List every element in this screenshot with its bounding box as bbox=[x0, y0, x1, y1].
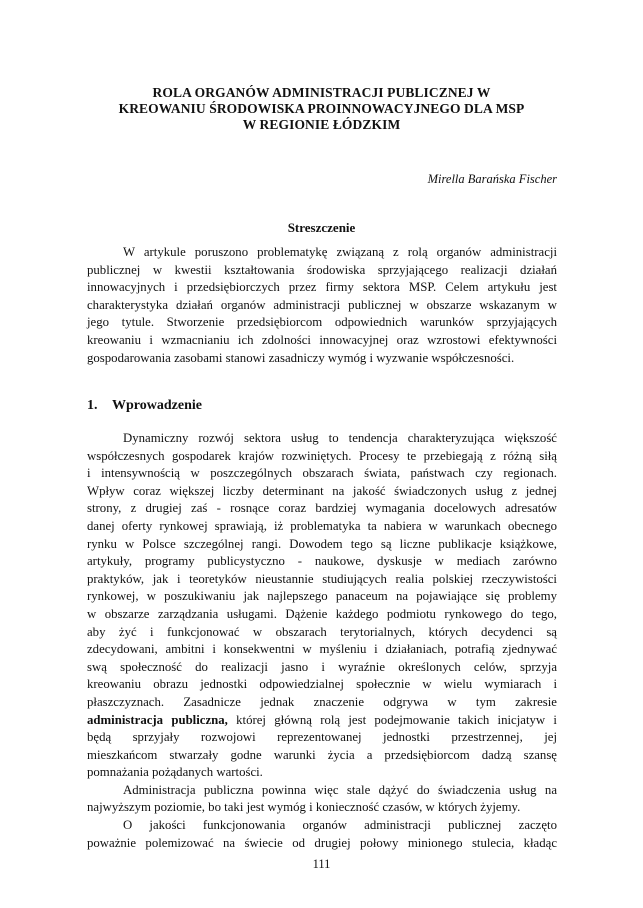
page-number: 111 bbox=[312, 857, 331, 871]
abstract-heading: Streszczenie bbox=[287, 220, 356, 235]
text-line: kreowaniu obrazu jednostki odpowiedzialnej społecznie w wielu wymiarach i bbox=[87, 677, 557, 692]
body-paragraph bbox=[87, 430, 557, 852]
text-line: artykuły, programy publicystyczno - naukowe, dyskusje w mediach zarówno bbox=[87, 554, 557, 569]
section-number: 1. bbox=[87, 398, 98, 413]
text-line: mieszkańcom stwarzały godne warunki życia a przedsiębiorcom dadzą szansę bbox=[87, 747, 557, 762]
bold-term: administracja publiczna, bbox=[87, 712, 228, 727]
text-line: kreowaniu i wzmacnianiu ich zdolności innowacyjnej oraz wzrostowi efektywności bbox=[87, 332, 557, 347]
text-line: w obszarze zarządzania usługami. Dążenie każdego podmiotu rynkowego do tego, bbox=[87, 606, 557, 621]
text-line: Wpływ coraz większej liczby determinant na jakość świadczonych usług z jednej bbox=[87, 483, 557, 498]
text-line: publicznej w kwestii kształtowania środowiska sprzyjającego realizacji działań bbox=[87, 262, 557, 277]
text-line: będą sprzyjały rozwojowi reprezentowanej jednostki przestrzennej, jej bbox=[87, 730, 557, 745]
section-heading bbox=[87, 398, 202, 414]
abstract-paragraph bbox=[87, 244, 557, 367]
text-line: charakterystyka działań organów administracji publicznej w obszarze wskazanym w bbox=[87, 297, 557, 312]
author-name: Mirella Barańska Fischer bbox=[427, 172, 557, 186]
text-line: aby żyć i funkcjonować w obszarach terytorialnych, których decydenci są bbox=[87, 624, 557, 639]
text-line: jego tytule. Stworzenie przedsiębiorcom odpowiednich warunków sprzyjających bbox=[87, 315, 557, 330]
text-line: i intensywnością w poszczególnych obszarach świata, państwach czy regionach. bbox=[87, 466, 557, 481]
section-title: Wprowadzenie bbox=[112, 398, 202, 413]
text-line: pomnażania pożądanych wartości. bbox=[87, 765, 263, 780]
text-line: płaszczyznach. Zasadnicze jednak znaczenie odgrywa w tym zakresie bbox=[87, 694, 557, 709]
text-line: rynku w Polsce szczególnej rangi. Dowodem tego są liczne publikacje książkowe, bbox=[87, 536, 557, 551]
text-line-with-bold-term bbox=[87, 712, 557, 730]
text-line: praktyków, jak i teoretyków nieustannie studiujących realia polskiej rzeczywistości bbox=[87, 571, 557, 586]
title-line: KREOWANIU ŚRODOWISKA PROINNOWACYJNEGO DLA MSP bbox=[118, 101, 525, 116]
paper-title bbox=[80, 85, 563, 133]
text-line: poważnie polemizować na świecie od drugiej połowy minionego stulecia, kładąc bbox=[87, 835, 557, 850]
text-line: Dynamiczny rozwój sektora usług to tendencja charakteryzująca większość bbox=[123, 431, 557, 445]
text-line: gospodarowania zasobami stanowi zasadniczy wymóg i wyzwanie współczesności. bbox=[87, 350, 515, 365]
text-line: zdecydowani, ambitni i konsekwentni w myśleniu i działaniach, potrafią zjednywać bbox=[87, 642, 557, 657]
text-line: rynkowej, w poszukiwaniu jak najlepszego panaceum na pojawiające się problemy bbox=[87, 589, 557, 604]
text-line: współczesnych gospodarek krajów rozwiniętych. Procesy te przebiegają z różną siłą bbox=[87, 448, 557, 463]
text-line: O jakości funkcjonowania organów administracji publicznej zaczęto bbox=[123, 818, 557, 833]
text-line: strony, z drugiej zaś - rosnące coraz bardziej wymagania docelowych adresatów bbox=[87, 501, 557, 516]
text-line-rest: której główną rolą jest podejmowanie takich inicjatyw i bbox=[227, 712, 557, 727]
title-line: W REGIONIE ŁÓDZKIM bbox=[242, 117, 401, 132]
text-line: Administracja publiczna powinna więc stale dążyć do świadczenia usług na bbox=[123, 782, 557, 797]
text-line: danej oferty rynkowej sprawiają, iż problematyka ta nabiera w warunkach obecnego bbox=[87, 518, 557, 533]
text-line: W artykule poruszono problematykę związaną z rolą organów administracji bbox=[123, 245, 557, 259]
title-line: ROLA ORGANÓW ADMINISTRACJI PUBLICZNEJ W bbox=[152, 85, 491, 100]
text-line: swą społeczność do realizacji jasno i wyraźnie określonych celów, sprzyja bbox=[87, 659, 557, 674]
text-line: innowacyjnych i przedsiębiorczych przez firmy sektora MSP. Celem artykułu jest bbox=[87, 280, 557, 295]
text-line: najwyższym poziomie, bo taki jest wymóg i konieczność czasów, w których żyjemy. bbox=[87, 800, 521, 815]
